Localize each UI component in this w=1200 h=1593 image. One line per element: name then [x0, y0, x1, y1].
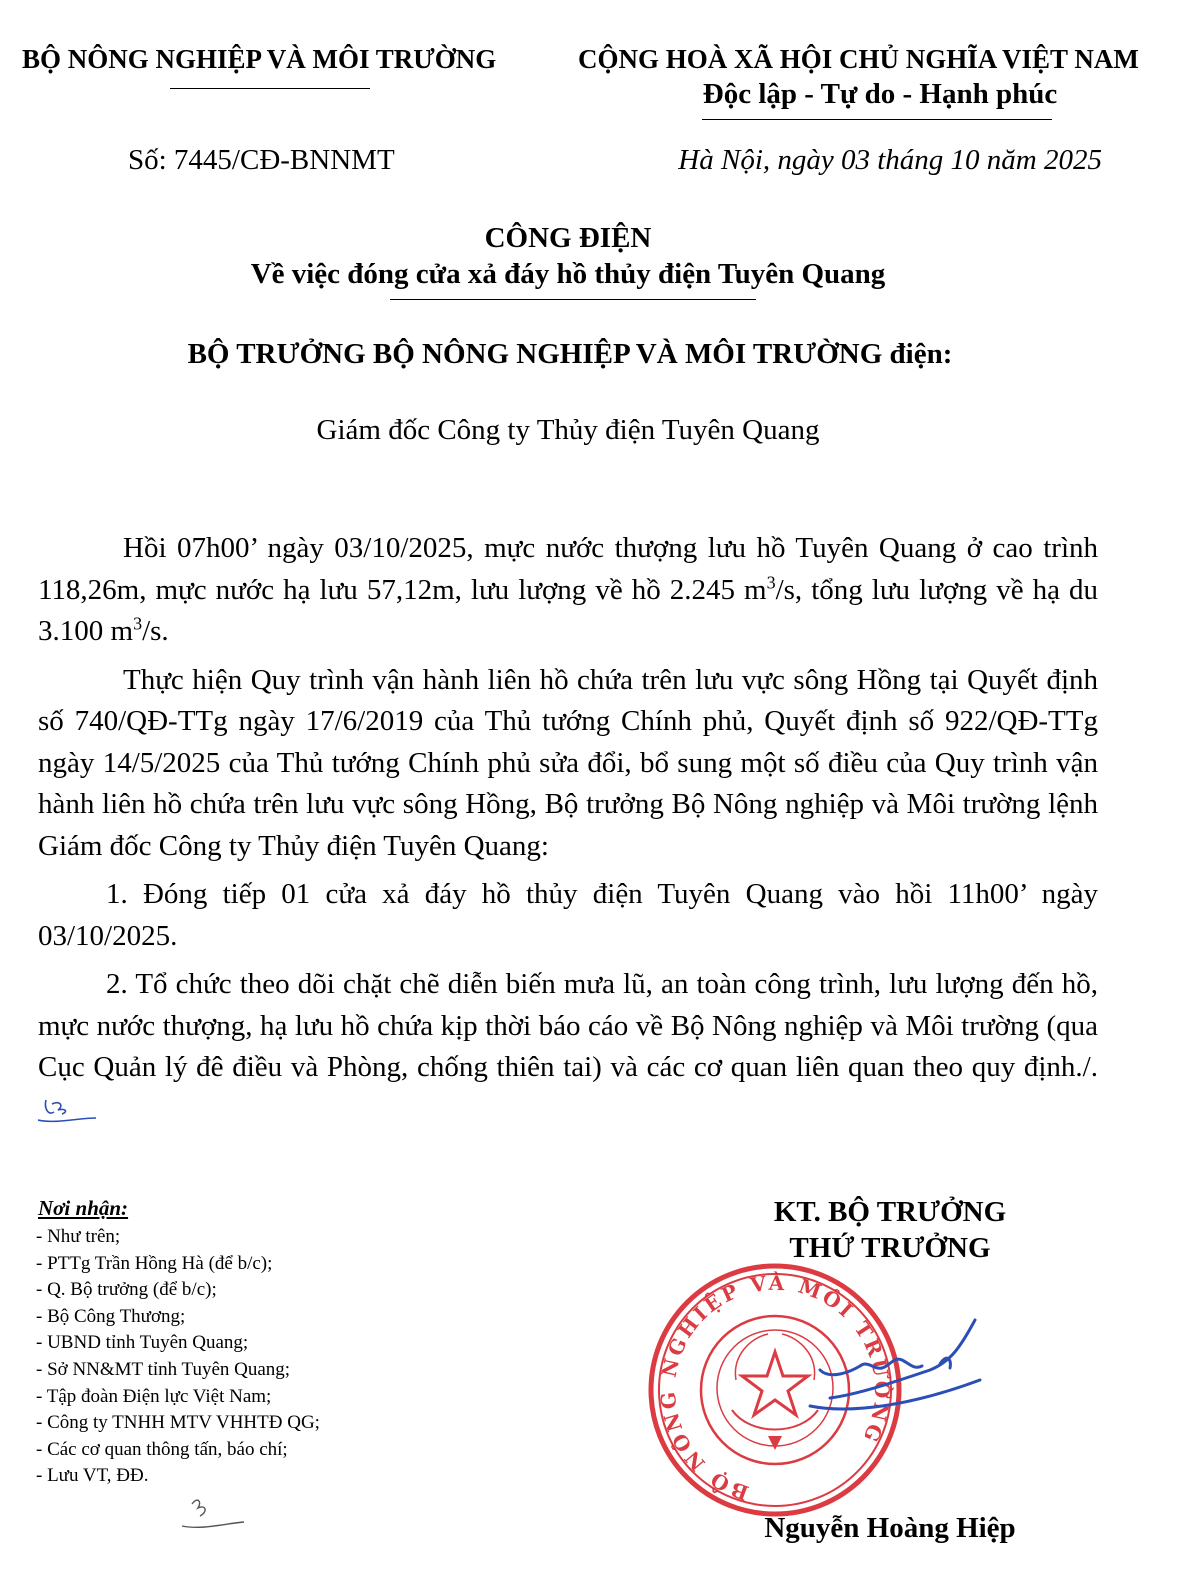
recipient-item: - Lưu VT, ĐĐ. [36, 1465, 149, 1487]
directive-item-1: 1. Đóng tiếp 01 cửa xả đáy hồ thủy điện Tuyên Quang vào hồi 11h00’ ngày 03/10/2025. [38, 878, 1098, 952]
paragraph-situation: Hồi 07h00’ ngày 03/10/2025, mực nước thượng lưu hồ Tuyên Quang ở cao trình 118,26m, mực nước hạ lưu 57,12m, lưu lượng về hồ 2.245 $m^3/s$, tổng lưu lượng về hạ du 3.100 $m^3/s$. [38, 532, 1098, 647]
recipient-item: - Q. Bộ trưởng (để b/c); [36, 1279, 217, 1301]
recipient-item: - Bộ Công Thương; [36, 1305, 186, 1327]
directive-item-2: 2. Tổ chức theo dõi chặt chẽ diễn biến mưa lũ, an toàn công trình, lưu lượng đến hồ, mực nước thượng, hạ lưu hồ chứa kịp thời báo cáo về Bộ Nông nghiệp và Môi trường (qua Cục Quản lý đê điều và Phòng, chống thiên tai) và các cơ quan liên quan theo quy định./. [38, 964, 1098, 1130]
filing-initials-mark [172, 1492, 252, 1532]
recipient-item: - Tập đoàn Điện lực Việt Nam; [36, 1385, 272, 1407]
recipients-list [36, 1224, 320, 1490]
signature-title-2: THỨ TRƯỞNG [789, 1232, 991, 1264]
document-number: Số: 7445/CĐ-BNNMT [128, 144, 395, 176]
paragraph-directive: Thực hiện Quy trình vận hành liên hồ chứa trên lưu vực sông Hồng tại Quyết định số 740/QĐ-TTg ngày 17/6/2019 của Thủ tướng Chính phủ, Quyết định số 922/QĐ-TTg ngày 14/5/2025 của Thủ tướng Chính phủ sửa đổi, bổ sung một số điều của Quy trình vận hành liên hồ chứa trên lưu vực sông Hồng, Bộ trưởng Bộ Nông nghiệp và Môi trường lệnh Giám đốc Công ty Thủy điện Tuyên Quang: [38, 663, 1098, 862]
document-date: Hà Nội, ngày 03 tháng 10 năm 2025 [678, 144, 1102, 176]
recipient-item: - UBND tỉnh Tuyên Quang; [36, 1332, 249, 1354]
document-subject: Về việc đóng cửa xả đáy hồ thủy điện Tuyên Quang [250, 258, 886, 290]
issuing-agency: BỘ NÔNG NGHIỆP VÀ MÔI TRƯỜNG [22, 44, 497, 74]
svg-text:BỘ NÔNG NGHIỆP VÀ MÔI TRƯỜNG: BỘ NÔNG NGHIỆP VÀ MÔI TRƯỜNG [655, 1270, 895, 1506]
sender-line: BỘ TRƯỞNG BỘ NÔNG NGHIỆP VÀ MÔI TRƯỜNG điện: [187, 338, 953, 370]
national-title: CỘNG HOÀ XÃ HỘI CHỦ NGHĨA VIỆT NAM [578, 44, 1139, 74]
national-motto: Độc lập - Tự do - Hạnh phúc [702, 78, 1058, 110]
recipient-line: Giám đốc Công ty Thủy điện Tuyên Quang [316, 414, 820, 446]
recipient-item: - PTTg Trần Hồng Hà (để b/c); [36, 1252, 273, 1274]
signer-name: Nguyễn Hoàng Hiệp [764, 1512, 1016, 1544]
signature-title-1: KT. BỘ TRƯỞNG [773, 1196, 1007, 1228]
agency-underline [170, 88, 370, 89]
motto-underline [702, 119, 1052, 120]
recipient-item: - Các cơ quan thông tấn, báo chí; [36, 1438, 288, 1460]
recipient-item: - Như trên; [36, 1226, 121, 1247]
subject-underline [390, 299, 756, 300]
document-type: CÔNG ĐIỆN [484, 222, 652, 254]
recipient-item: - Công ty TNHH MTV VHHTĐ QG; [36, 1412, 320, 1434]
initials-mark [38, 1094, 98, 1124]
recipient-item: - Sở NN&MT tỉnh Tuyên Quang; [36, 1358, 291, 1380]
recipients-title: Nơi nhận: [38, 1196, 129, 1220]
document-body [38, 528, 1098, 1130]
handwritten-signature [790, 1310, 990, 1420]
